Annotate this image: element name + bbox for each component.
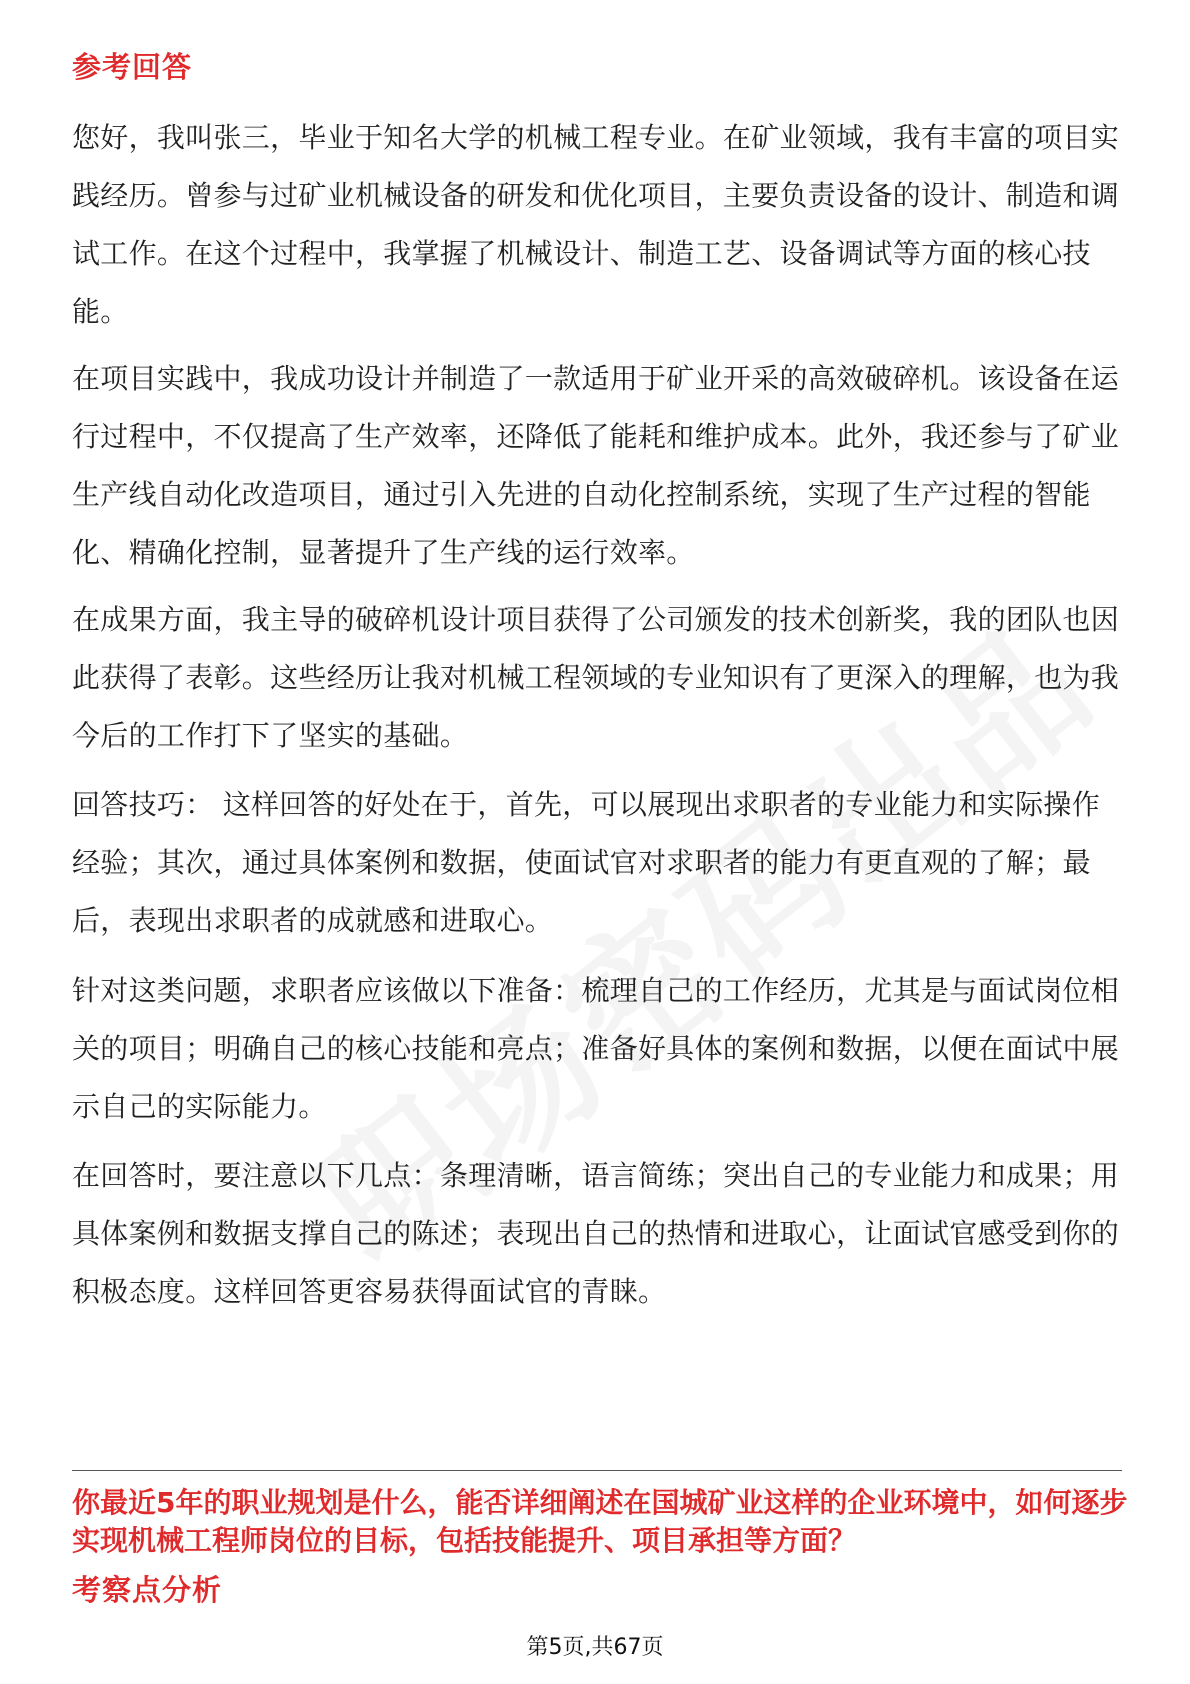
answer-heading: 参考回答 — [72, 50, 193, 84]
page-number: 第5页,共67页 — [526, 1635, 664, 1660]
paragraph-preparation: 针对这类问题，求职者应该做以下准备：梳理自己的工作经历，尤其是与面试岗位相关的项目；明确自己的核心技能和亮点；准备好具体的案例和数据，以便在面试中展示自己的实际能力。 — [72, 974, 1120, 1123]
paragraph-intro: 您好，我叫张三，毕业于知名大学的机械工程专业。在矿业领域，我有丰富的项目实践经历。曾参与过矿业机械设备的研发和优化项目，主要负责设备的设计、制造和调试工作。在这个过程中，我掌握了机械设计、制造工艺、设备调试等方面的核心技能。 — [72, 121, 1120, 328]
paragraph-notes: 在回答时，要注意以下几点：条理清晰，语言简练；突出自己的专业能力和成果；用具体案例和数据支撑自己的陈述；表现出自己的热情和进取心，让面试官感受到你的积极态度。这样回答更容易获得面试官的青睐。 — [72, 1159, 1120, 1308]
section-divider — [72, 1470, 1122, 1471]
paragraph-tips: 回答技巧： 这样回答的好处在于，首先，可以展现出求职者的专业能力和实际操作经验；其次，通过具体案例和数据，使面试官对求职者的能力有更直观的了解；最后，表现出求职者的成就感和进取心。 — [72, 788, 1101, 937]
next-question: 你最近5年的职业规划是什么，能否详细阐述在国城矿业这样的企业环境中，如何逐步实现机械工程师岗位的目标，包括技能提升、项目承担等方面？ — [72, 1486, 1128, 1557]
analysis-heading: 考察点分析 — [72, 1573, 223, 1607]
paragraph-achievement: 在成果方面，我主导的破碎机设计项目获得了公司颁发的技术创新奖，我的团队也因此获得了表彰。这些经历让我对机械工程领域的专业知识有了更深入的理解，也为我今后的工作打下了坚实的基础。 — [72, 603, 1120, 752]
paragraph-project: 在项目实践中，我成功设计并制造了一款适用于矿业开采的高效破碎机。该设备在运行过程中，不仅提高了生产效率，还降低了能耗和维护成本。此外，我还参与了矿业生产线自动化改造项目，通过引入先进的自动化控制系统，实现了生产过程的智能化、精确化控制，显著提升了生产线的运行效率。 — [72, 362, 1120, 569]
